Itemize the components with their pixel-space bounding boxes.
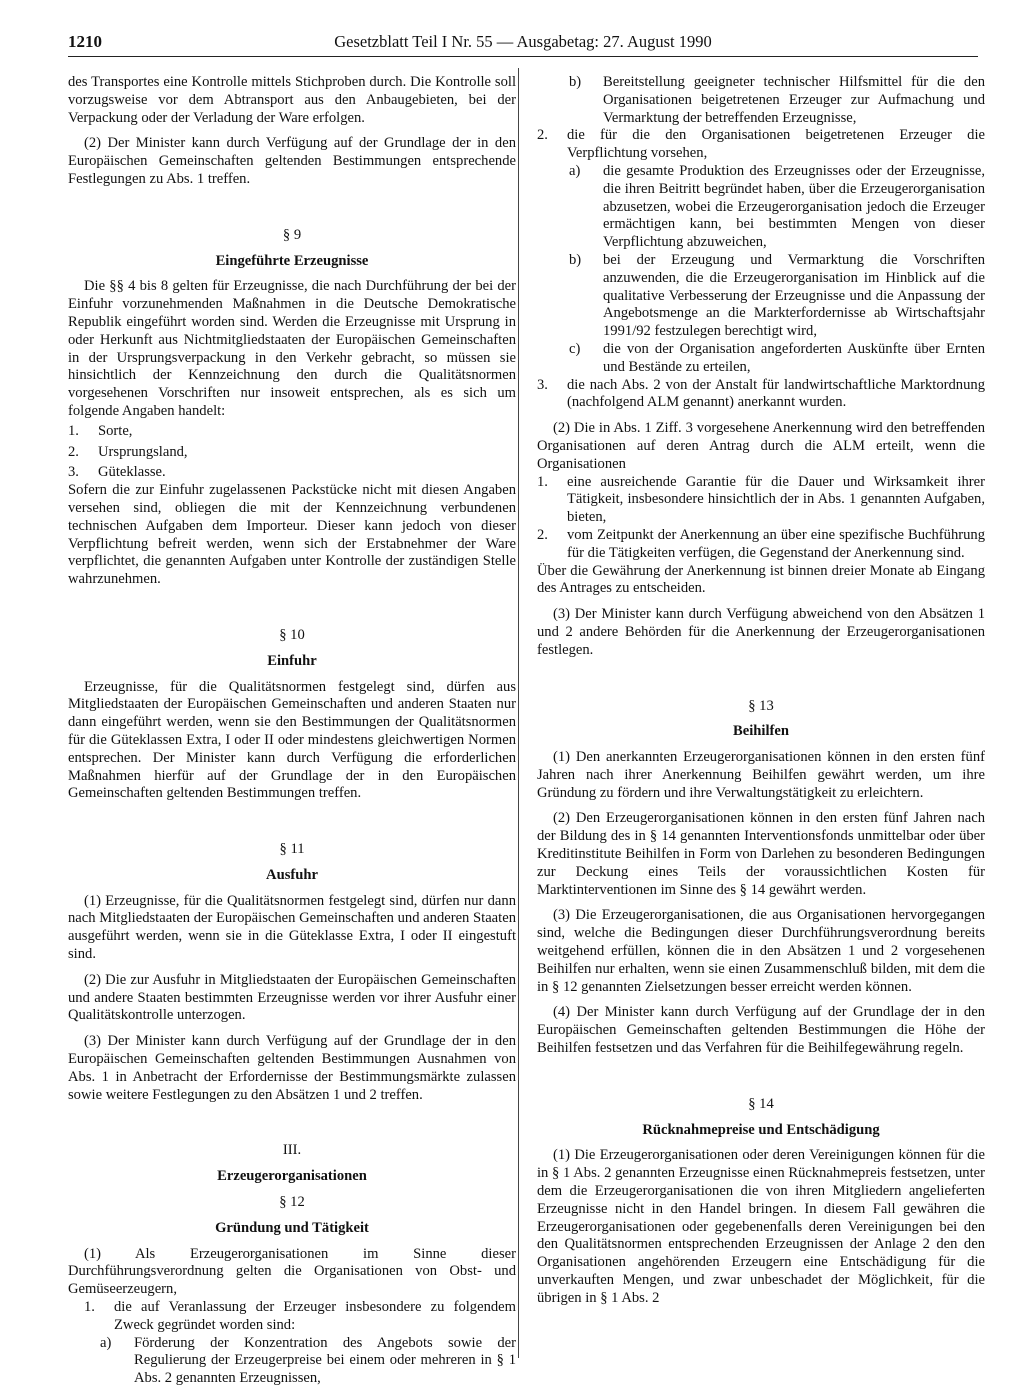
section-10-title: Einfuhr [267,652,317,669]
list-item: a) Förderung der Konzentration des Angebots sowie der Regulierung der Erzeugerpreise bei einem oder mehreren in § 1 Abs. 2 genannten Erzeugnissen, [100,1334,516,1387]
section-10-number: § 10 [279,626,305,643]
section-9-title: Eingeführte Erzeugnisse [215,252,369,269]
list-item: 3. die nach Abs. 2 von der Anstalt für landwirtschaftliche Marktordnung (nachfolgend ALM genannt) anerkannt wurden. [537,376,985,411]
section-13-paragraph-4: (4) Der Minister kann durch Verfügung auf der Grundlage der in den Europäischen Gemeinschaften geltenden Bestimmungen die Höhe der Beihilfen festsetzen und das Verfahren für die Beihilfegewährung regeln. [537,1004,985,1057]
column-divider [518,68,519,1358]
part-3-title: Erzeugerorganisationen [217,1168,367,1185]
section-12-number: § 12 [279,1194,305,1211]
section-10-paragraph: Erzeugnisse, für die Qualitätsnormen festgelegt sind, dürfen aus Mitgliedstaaten der Europäischen Gemeinschaften und anderen Staaten nur dann eingeführt werden, wenn sie den Bestimmungen der Qualitätsnormen für die Güteklassen Extra, I oder II oder mindestens gleichwertigen Normen entsprechen. Der Minister kann durch Verfügung die erforderlichen Maßnahmen hierfür auf der Grundlage der in den Europäischen Gemeinschaften geltenden Bestimmungen treffen. [68,678,516,802]
list-item: 1. die auf Veranlassung der Erzeuger insbesondere zu folgendem Zweck gegründet worden sind: [84,1299,516,1333]
section-9-paragraph: Die §§ 4 bis 8 gelten für Erzeugnisse, die nach Durchführung der bei der Einfuhr vorzunehmenden Maßnahmen in die Deutsche Demokratische Republik eingeführt worden sind. Werden die Erzeugnisse mit Ursprung in oder Herkunft aus Nichtmitgliedstaaten der Europäischen Gemeinschaften in der Ursprungsverpackung in den Verkehr gebracht, so müssen sie hinsichtlich der Kennzeichnung den durch die Qualitätsnormen vorgesehenen Vorschriften nur insoweit entsprechen, als es sich um folgende Angaben handelt: [68,278,516,419]
paragraph-8-2: (2) Der Minister kann durch Verfügung auf der Grundlage der in den Europäischen Gemeinschaften geltenden Bestimmungen entsprechende Festlegungen zu Abs. 1 treffen. [68,135,516,187]
list-item: 3. Güteklasse. [68,464,166,481]
section-11-paragraph-2: (2) Die zur Ausfuhr in Mitgliedstaaten der Europäischen Gemeinschaften und andere Staaten bestimmten Erzeugnisse werden vor ihrer Ausfuhr einer Qualitätskontrolle unterzogen. [68,971,516,1024]
section-11-paragraph-1: (1) Erzeugnisse, für die Qualitätsnormen festgelegt sind, dürfen nur dann nach Mitgliedstaaten der Europäischen Gemeinschaften und anderen Staaten ausgeführt werden, wenn sie in die Güteklasse Extra, I oder II eingestuft sind. [68,892,516,963]
section-14-title: Rücknahmepreise und Entschädigung [642,1121,880,1138]
left-column [68,74,516,1388]
section-13-title: Beihilfen [733,723,789,740]
section-14-paragraph-1: (1) Die Erzeugerorganisationen oder deren Vereinigungen können für die in § 1 Abs. 2 genannten Erzeugnisse einen Rücknahmepreis festsetzen, unter dem die Erzeugerorganisationen die von ihren Mitgliedern angelieferten Erzeugnisse nicht in den Handel bringen. In diesem Fall gewähren die Erzeugerorganisationen oder gegebenenfalls deren Vereinigungen bei den den Qualitätsnormen entsprechenden Erzeugnissen der Anlage 2 den den Organisationen angehörenden Erzeugern eine Entschädigung für die unverkauften Mengen, und zwar unbeschadet der Möglichkeit, für die übrigen in § 1 Abs. 2 [537,1147,985,1306]
section-11-title: Ausfuhr [266,866,318,883]
list-item: 2. die für die den Organisationen beigetretenen Erzeuger die Verpflichtung vorsehen, [537,127,985,162]
list-item: c) die von der Organisation angeforderten Auskünfte über Ernten und Bestände zu erteilen, [569,340,985,375]
section-13-paragraph-1: (1) Den anerkannten Erzeugerorganisationen können in den ersten fünf Jahren nach ihrer Anerkennung Beihilfen gewährt werden, um ihre Gründung zu fördern und ihre Verwaltungstätigkeit zu erleichtern. [537,749,985,801]
list-item: 1. eine ausreichende Garantie für die Dauer und Wirksamkeit ihrer Tätigkeit, insbesondere hinsichtlich der in Abs. 1 genannten Aufgaben, bieten, [537,473,985,526]
section-9-paragraph-2: Sofern die zur Einfuhr zugelassenen Packstücke nicht mit diesen Angaben versehen sind, obliegen die mit der Kennzeichnung verbundenen technischen Aufgaben dem Importeur. Dieser kann jedoch von dieser Verpflichtung befreit werden, wenn sich der Erstabnehmer der Ware verpflichtet, die genannten Aufgaben unter Kontrolle der zuständigen Stelle wahrzunehmen. [68,482,516,588]
section-9-number: § 9 [282,226,302,243]
part-3-number: III. [282,1142,302,1159]
section-12-title: Gründung und Tätigkeit [215,1219,369,1236]
section-13-number: § 13 [748,697,774,714]
list-item: 2. Ursprungsland, [68,443,188,460]
section-12-paragraph-1: (1) Als Erzeugerorganisationen im Sinne dieser Durchführungsverordnung gelten die Organisationen von Obst- und Gemüseerzeugern, [68,1245,516,1298]
section-11-paragraph-3: (3) Der Minister kann durch Verfügung auf der Grundlage der in den Europäischen Gemeinschaften geltenden Bestimmungen Ausnahmen von Abs. 1 in Anbetracht der Erfordernisse der Bestimmungsmärkte zulassen sowie weitere Festlegungen zu den Absätzen 1 und 2 treffen. [68,1033,516,1103]
page-number: 1210 [68,32,102,51]
list-item: a) die gesamte Produktion des Erzeugnisses oder der Erzeugnisse, die ihren Beitritt begründet haben, über die Erzeugerorganisation abzusetzen, wobei die Erzeugerorganisation jedoch die Erzeuger ermächtigen kann, bei bestimmten Mengen von dieser Verpflichtung abzuweichen, [569,162,985,251]
section-14-number: § 14 [748,1095,774,1112]
continued-paragraph: des Transportes eine Kontrolle mittels Stichproben durch. Die Kontrolle soll vorzugsweise vor dem Abtransport aus den Anbaugebieten, bei der Verpackung oder der Verladung der Ware erfolgen. [68,74,516,126]
list-item: b) Bereitstellung geeigneter technischer Hilfsmittel für die den Organisationen beigetretenen Erzeuger zur Aufmachung und Vermarktung der betreffenden Erzeugnisse, [569,74,985,126]
list-item: b) bei der Erzeugung und Vermarktung die Vorschriften anzuwenden, die die Erzeugerorganisation im Hinblick auf die qualitative Verbesserung der Erzeugnisse und die Anpassung der Angebotsmenge an die Markterfordernisse ab Wirtschaftsjahr 1991/92 festzulegen berechtigt wird, [569,251,985,340]
right-column [537,74,985,1308]
section-13-paragraph-2: (2) Den Erzeugerorganisationen können in den ersten fünf Jahren nach der Bildung des in § 14 genannten Interventionsfonds unmittelbar oder über Kreditinstitute Beihilfen in Form von Darlehen zu besonderen Bedingungen zur Deckung eines Teils der voraussichtlichen Kosten für Marktinterventionen im Sinne des § 14 gewährt werden. [537,810,985,898]
paragraph-12-3: (3) Der Minister kann durch Verfügung abweichend von den Absätzen 1 und 2 andere Behörden für die Anerkennung der Erzeugerorganisationen festlegen. [537,606,985,658]
page-header [68,32,978,57]
gazette-title: Gesetzblatt Teil I Nr. 55 — Ausgabetag: 27. August 1990 [334,32,712,51]
section-13-paragraph-3: (3) Die Erzeugerorganisationen, die aus Organisationen hervorgegangen sind, welche die Bedingungen dieser Durchführungsverordnung bereits weitgehend erfüllen, können die in den Absätzen 1 und 2 vorgesehenen Beihilfen nur erhalten, wenn sie einen Zusammenschluß bilden, mit dem die in § 12 genannten Zielsetzungen besser erreicht werden können. [537,907,985,995]
list-item: 1. Sorte, [68,422,133,439]
list-item: 2. vom Zeitpunkt der Anerkennung an über eine spezifische Buchführung für die Tätigkeiten verfügen, die Gegenstand der Anerkennung sind. [537,526,985,561]
section-11-number: § 11 [279,841,305,858]
paragraph-12-2-end: Über die Gewährung der Anerkennung ist binnen dreier Monate ab Eingang des Antrages zu entscheiden. [537,562,985,597]
paragraph-12-2: (2) Die in Abs. 1 Ziff. 3 vorgesehene Anerkennung wird den betreffenden Organisationen auf deren Antrag durch die ALM erteilt, wenn die Organisationen [537,420,985,472]
